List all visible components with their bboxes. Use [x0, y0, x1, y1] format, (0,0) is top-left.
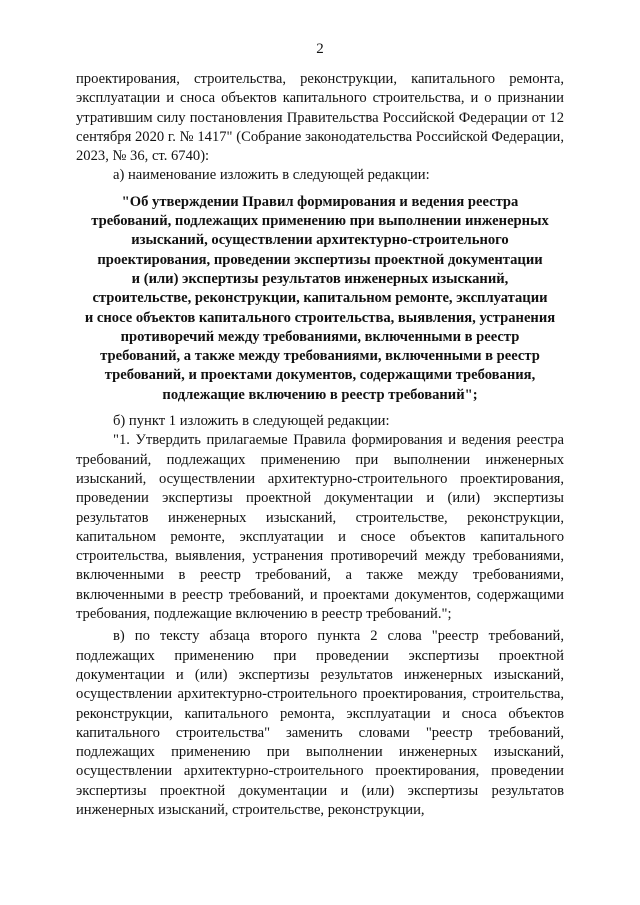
title-line: требований, а также между требованиями, включенными в реестр — [100, 348, 540, 365]
title-line: требований, и проектами документов, содержащими требования, — [104, 367, 536, 384]
quoted-title — [76, 193, 564, 405]
item-a-paragraph: а) наименование изложить в следующей редакции: — [113, 167, 430, 184]
title-line: строительстве, реконструкции, капитальном ремонте, эксплуатации — [92, 290, 548, 307]
intro-paragraph: проектирования, строительства, реконструкции, капитального ремонта, эксплуатации и сноса объектов капитального строительства, и о признании утратившим силу постановления Правительства Российской Федерации от 12 сентября 2020 г. № 1417" (Собрание законодательства Российской Федерации, 2023, № 36, ст. 6740): — [76, 71, 564, 165]
document-body — [76, 70, 564, 820]
item-v-paragraph: в) по тексту абзаца второго пункта 2 слова "реестр требований, подлежащих применению при проведении экспертизы проектной документации и (или) экспертизы результатов инженерных изысканий, осуществлении архитектурно-строительного проектирования, строительства, реконструкции, капитального ремонта, эксплуатации и сноса объектов капитального строительства" заменить словами "реестр требований, подлежащих применению при выполнении инженерных изысканий, осуществлении архитектурно-строительного проектирования, проведении экспертизы проектной документации и (или) экспертизы результатов инженерных изысканий, строительстве, реконструкции, — [76, 628, 564, 818]
title-line: проектирования, проведении экспертизы проектной документации — [97, 251, 543, 268]
item-b-text-paragraph: "1. Утвердить прилагаемые Правила формирования и ведения реестра требований, подлежащих применению при выполнении инженерных изысканий, осуществлении архитектурно-строительного проектирования, проведении экспертизы проектной документации и (или) экспертизы результатов инженерных изысканий, строительстве, реконструкции, капитальном ремонте, эксплуатации и сносе объектов капитального строительства, выявления, устранения противоречий между требованиями, включенными в реестр требований, а также между требованиями, включенными в реестр требований, и проектами документов, содержащими требования, подлежащие включению в реестр требований."; — [76, 432, 564, 623]
title-line: подлежащие включению в реестр требований"; — [162, 386, 478, 403]
title-line: требований, подлежащих применению при выполнении инженерных — [91, 213, 549, 230]
title-line: и (или) экспертизы результатов инженерных изысканий, — [131, 270, 509, 287]
title-line: и сносе объектов капитального строительства, выявления, устранения — [84, 309, 556, 326]
item-b-paragraph: б) пункт 1 изложить в следующей редакции: — [113, 413, 390, 430]
title-line: изысканий, осуществлении архитектурно-строительного — [131, 232, 509, 249]
page-number: 2 — [316, 41, 324, 57]
title-line: противоречий между требованиями, включенными в реестр — [120, 328, 520, 345]
title-line: "Об утверждении Правил формирования и ведения реестра — [121, 193, 519, 210]
